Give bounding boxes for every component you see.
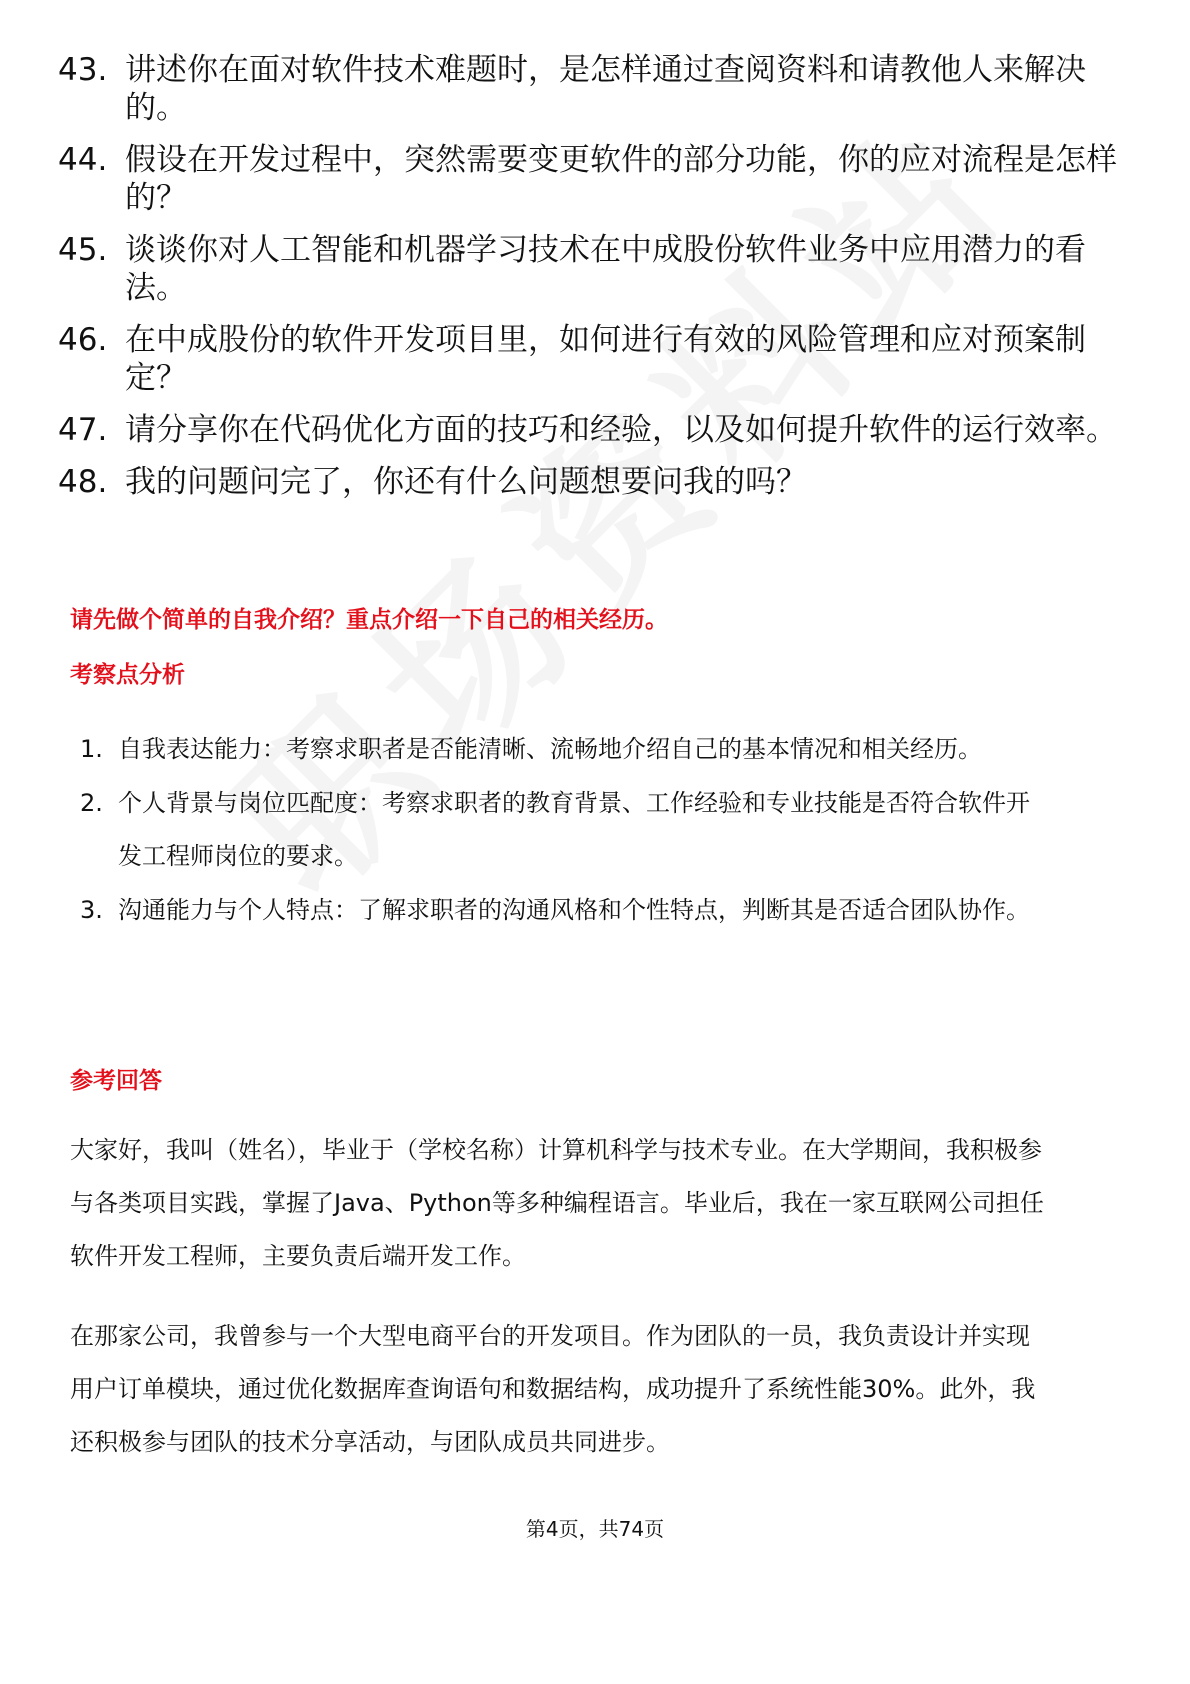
question-text: 我的问题问完了，你还有什么问题想要问我的吗？ (125, 464, 807, 500)
question-item (58, 411, 1138, 449)
question-number: 47. (58, 412, 108, 448)
answer-heading: 参考回答 (70, 1068, 162, 1094)
question-text: 在中成股份的软件开发项目里，如何进行有效的风险管理和应对预案制定？ (125, 322, 1086, 396)
analysis-heading: 考察点分析 (70, 662, 185, 688)
analysis-number: 1. (80, 735, 103, 763)
question-text: 讲述你在面对软件技术难题时，是怎样通过查阅资料和请教他人来解决的。 (125, 52, 1086, 126)
question-item (58, 321, 1138, 397)
answer-paragraph: 在那家公司，我曾参与一个大型电商平台的开发项目。作为团队的一员，我负责设计并实现用户订单模块，通过优化数据库查询语句和数据结构，成功提升了系统性能30%。此外，我还积极参与团队的技术分享活动，与团队成员共同进步。 (70, 1322, 1036, 1456)
question-item (58, 231, 1138, 307)
question-item (58, 463, 1138, 501)
question-text: 谈谈你对人工智能和机器学习技术在中成股份软件业务中应用潜力的看法。 (125, 232, 1086, 306)
question-number: 43. (58, 52, 108, 88)
question-number: 45. (58, 232, 108, 268)
question-item (58, 51, 1138, 127)
analysis-list (80, 723, 1040, 938)
question-text: 请分享你在代码优化方面的技巧和经验，以及如何提升软件的运行效率。 (125, 412, 1117, 448)
question-list (58, 51, 1138, 515)
question-text: 假设在开发过程中，突然需要变更软件的部分功能，你的应对流程是怎样的？ (125, 142, 1117, 216)
analysis-number: 3. (80, 896, 103, 924)
page-footer: 第4页，共74页 (525, 1517, 665, 1541)
analysis-item (80, 777, 1040, 883)
main-question-heading: 请先做个简单的自我介绍？重点介绍一下自己的相关经历。 (70, 607, 668, 633)
analysis-item (80, 723, 1040, 776)
question-number: 48. (58, 464, 108, 500)
question-item (58, 141, 1138, 217)
analysis-number: 2. (80, 789, 103, 817)
question-number: 44. (58, 142, 108, 178)
analysis-text: 沟通能力与个人特点：了解求职者的沟通风格和个性特点，判断其是否适合团队协作。 (118, 896, 1030, 924)
answer-paragraph: 大家好，我叫（姓名），毕业于（学校名称）计算机科学与技术专业。在大学期间，我积极参与各类项目实践，掌握了Java、Python等多种编程语言。毕业后，我在一家互联网公司担任软件开发工程师，主要负责后端开发工作。 (70, 1136, 1044, 1270)
analysis-text: 个人背景与岗位匹配度：考察求职者的教育背景、工作经验和专业技能是否符合软件开发工程师岗位的要求。 (118, 789, 1030, 870)
analysis-text: 自我表达能力：考察求职者是否能清晰、流畅地介绍自己的基本情况和相关经历。 (118, 735, 982, 763)
analysis-item (80, 884, 1040, 937)
question-number: 46. (58, 322, 108, 358)
